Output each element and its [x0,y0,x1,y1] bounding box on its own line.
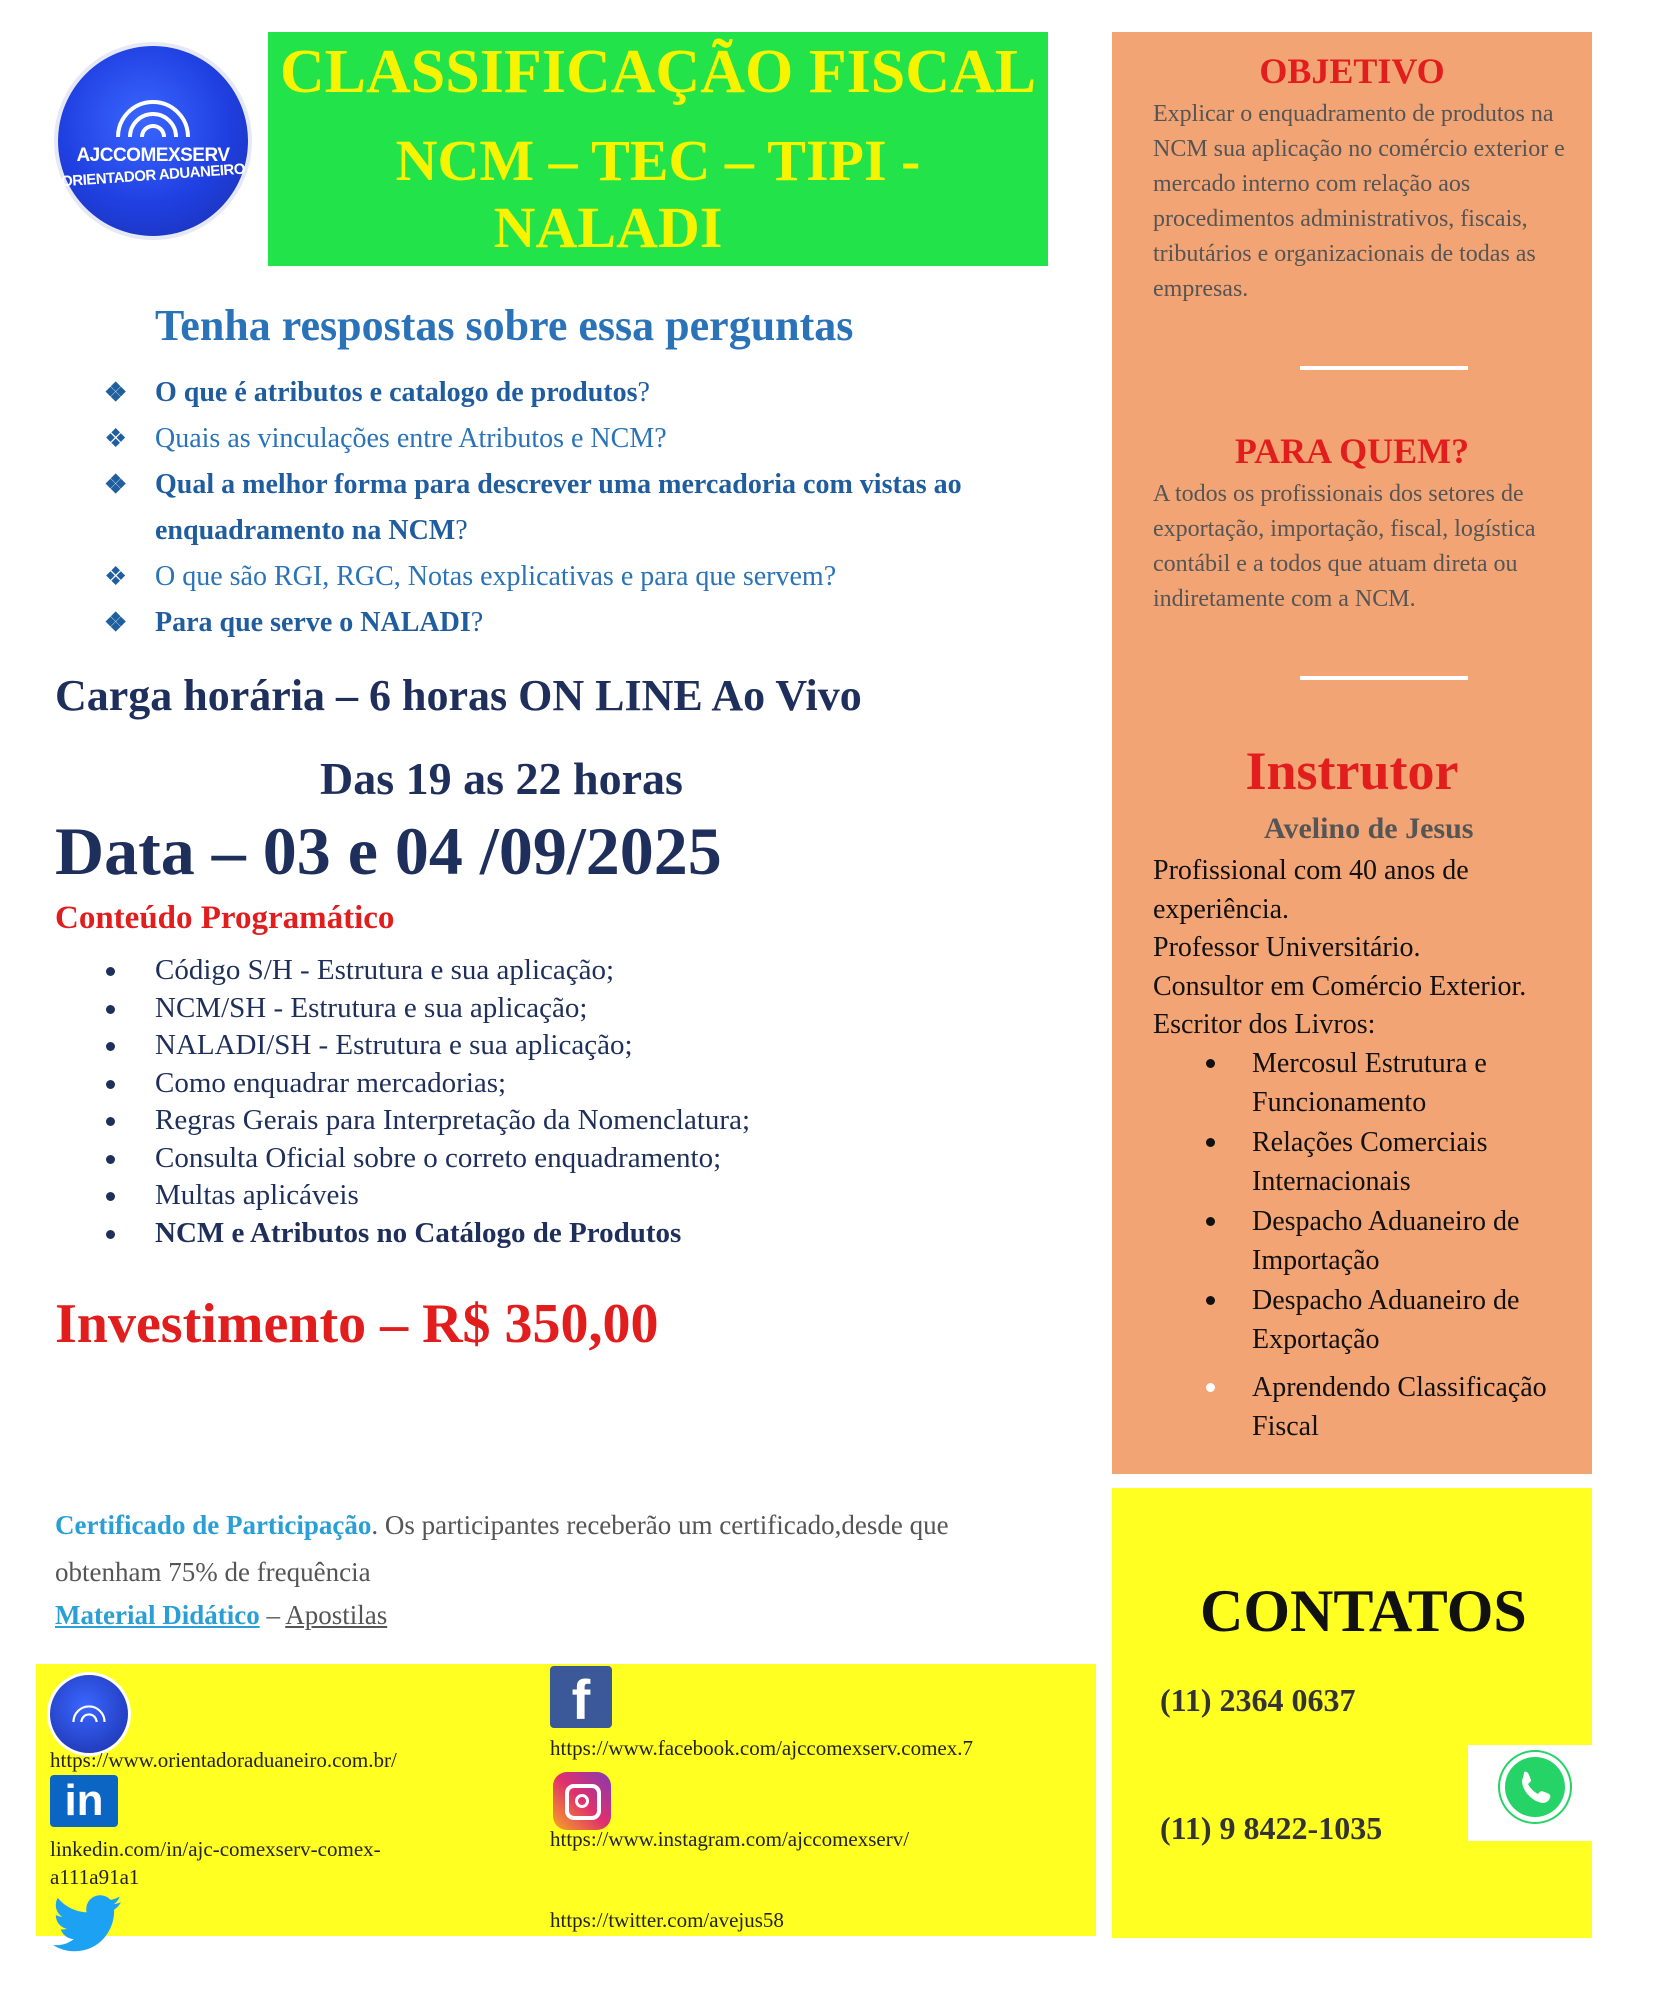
bio-line: Profissional com 40 anos de experiência. [1153,855,1469,925]
signal-arcs-icon [69,1705,109,1723]
small-logo [50,1675,128,1753]
facebook-icon[interactable]: f [550,1666,612,1728]
course-date: Data – 03 e 04 /09/2025 [55,813,722,889]
diamond-bullet-icon: ❖ [104,608,128,637]
question-rest: ? [637,377,650,408]
title-line3: NALADI [493,195,723,260]
objective-title: OBJETIVO [1259,51,1445,91]
book-item [1200,1282,1590,1359]
book-title: Despacho Aduaneiro de Importação [1252,1206,1520,1276]
logo-line2: ORIENTADOR ADUANEIRO [60,160,246,190]
syllabus-item [100,952,1000,990]
contacts-title: CONTATOS [1200,1578,1527,1644]
question-item [100,462,1060,554]
material-sep: – [259,1600,286,1630]
divider [1300,676,1468,680]
instagram-icon[interactable] [553,1772,611,1830]
syllabus-text: Como enquadrar mercadorias; [155,1066,507,1099]
phone-number[interactable]: (11) 9 8422-1035 [1160,1810,1383,1846]
syllabus-item [100,1215,1000,1253]
course-hours: Carga horária – 6 horas ON LINE Ao Vivo [55,671,862,720]
syllabus-list [100,952,1000,1252]
question-item [100,370,1060,416]
title-line2: NCM – TEC – TIPI - [395,128,921,193]
syllabus-item [100,1065,1000,1103]
question-item [100,554,1060,600]
diamond-bullet-icon: ❖ [104,562,128,591]
syllabus-text: Regras Gerais para Interpretação da Nomenclatura; [155,1104,750,1136]
questions-heading: Tenha respostas sobre essa perguntas [155,301,854,350]
book-item [1200,1203,1590,1280]
syllabus-item [100,990,1000,1028]
price: Investimento – R$ 350,00 [55,1293,659,1355]
signal-arcs-icon [108,99,198,139]
book-title: Despacho Aduaneiro de Exportação [1252,1285,1520,1355]
facebook-link[interactable]: https://www.facebook.com/ajccomexserv.comex.7 [550,1736,973,1760]
syllabus-item [100,1140,1000,1178]
syllabus-item [100,1177,1000,1215]
syllabus-text: Multas aplicáveis [155,1179,359,1211]
diamond-bullet-icon: ❖ [104,424,128,453]
question-rest: ? [455,515,468,546]
question-rest: Quais as vinculações entre Atributos e NCM? [155,423,667,454]
book-title: Aprendendo Classificação Fiscal [1252,1372,1547,1442]
material-value[interactable]: Apostilas [285,1600,388,1630]
syllabus-text: Código S/H - Estrutura e sua aplicação; [155,954,615,986]
book-title: Relações Comerciais Internacionais [1252,1127,1488,1197]
book-item [1200,1045,1590,1122]
instructor-bio [1153,852,1573,1045]
audience-title: PARA QUEM? [1234,431,1470,471]
question-rest: O que são RGI, RGC, Notas explicativas e para que servem? [155,561,837,592]
books-list [1200,1045,1590,1448]
linkedin-icon[interactable]: in [50,1775,118,1827]
twitter-link[interactable]: https://twitter.com/avejus58 [550,1908,784,1932]
objective-text: Explicar o enquadramento de produtos na NCM sua aplicação no comércio exterior e mercado interno com relação aos procedimentos administrativos, fiscais, tributários e organizacionais de todas as empresas. [1153,101,1565,302]
bio-line: Escritor dos Livros: [1153,1009,1376,1040]
material-info [55,1600,387,1631]
syllabus-text: NALADI/SH - Estrutura e sua aplicação; [155,1029,633,1061]
diamond-bullet-icon: ❖ [104,378,128,407]
question-rest: ? [470,607,484,638]
logo-line1: AJCCOMEXSERV [76,144,230,166]
certificate-label: Certificado de Participação [55,1510,372,1540]
book-title: Mercosul Estrutura e Funcionamento [1252,1048,1487,1118]
material-label[interactable]: Material Didático [55,1600,260,1630]
instagram-link[interactable]: https://www.instagram.com/ajccomexserv/ [550,1827,910,1851]
certificate-info [55,1502,1055,1596]
question-bold: O que é atributos e catalogo de produtos [155,377,638,408]
whatsapp-icon[interactable] [1500,1752,1570,1822]
twitter-bird-icon[interactable] [52,1895,124,1953]
book-item [1200,1124,1590,1201]
diamond-bullet-icon: ❖ [104,470,128,499]
instructor-title: Instrutor [1245,741,1459,801]
divider [1300,366,1468,370]
syllabus-item [100,1102,1000,1140]
question-bold: Para que serve o NALADI [155,607,471,638]
phone-handset-icon [1500,1752,1570,1822]
linkedin-link[interactable]: linkedin.com/in/ajc-comexserv-comex-a111a91a1 [50,1837,381,1889]
syllabus-title: Conteúdo Programático [55,900,395,936]
question-bold: Qual a melhor forma para descrever uma mercadoria com vistas ao enquadramento na NCM [155,469,962,546]
phone-number[interactable]: (11) 2364 0637 [1160,1682,1356,1718]
site-link[interactable]: https://www.orientadoraduaneiro.com.br/ [50,1748,397,1772]
certificate-text: . Os participantes receberão um certificado,desde que obtenham 75% de frequência [55,1510,949,1587]
syllabus-text: Consulta Oficial sobre o correto enquadramento; [155,1141,722,1174]
syllabus-text: NCM/SH - Estrutura e sua aplicação; [155,991,588,1024]
instructor-name: Avelino de Jesus [1264,812,1474,845]
questions-list [100,370,1060,646]
course-time: Das 19 as 22 horas [320,753,683,804]
question-item [100,600,1060,646]
title-line1: CLASSIFICAÇÃO FISCAL [279,38,1037,106]
book-item [1200,1369,1590,1446]
syllabus-item [100,1027,1000,1065]
question-item [100,416,1060,462]
bio-line: Consultor em Comércio Exterior. [1153,970,1527,1002]
syllabus-text: NCM e Atributos no Catálogo de Produtos [155,1216,682,1249]
audience-text: A todos os profissionais dos setores de exportação, importação, fiscal, logística contábil e a todos que atuam direta ou indiretamente com a NCM. [1153,481,1536,612]
bio-line: Professor Universitário. [1153,932,1421,963]
title-banner [268,32,1048,266]
